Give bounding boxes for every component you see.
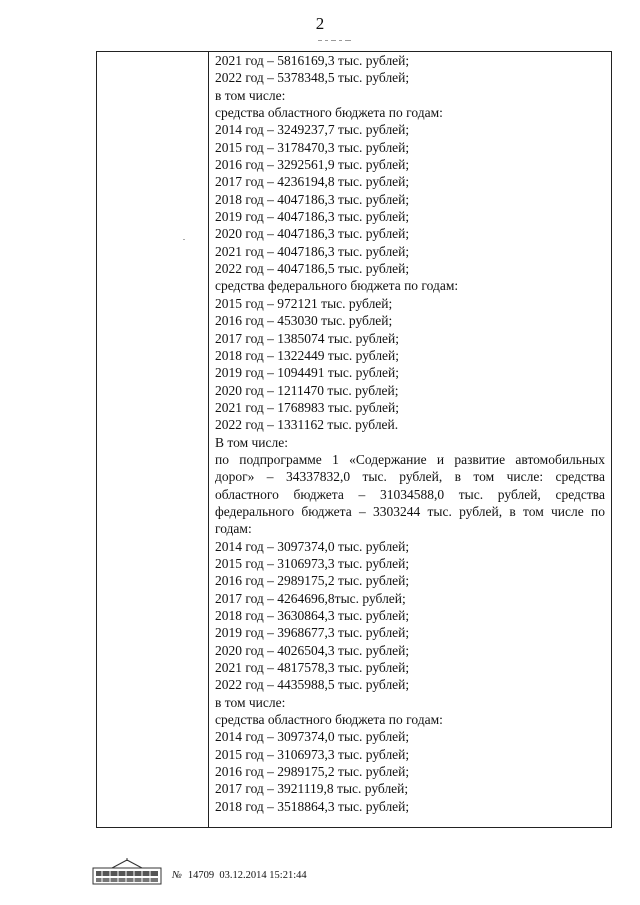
text-line: 2021 год – 4817578,3 тыс. рублей; [215, 660, 410, 676]
text-line: 2022 год – 5378348,5 тыс. рублей; [215, 70, 410, 86]
document-registration [172, 870, 307, 881]
text-line: 2015 год – 972121 тыс. рублей; [215, 295, 393, 311]
text-line: 2022 год – 4435988,5 тыс. рублей; [215, 677, 410, 693]
text-line: 2018 год – 3630864,3 тыс. рублей; [215, 608, 410, 623]
text-line: 2014 год – 3249237,7 тыс. рублей; [215, 122, 410, 138]
text-line: 2021 год – 5816169,3 тыс. рублей; [215, 53, 410, 68]
text-line: 2017 год – 3921119,8 тыс. рублей; [215, 781, 409, 797]
text-line: 2017 год – 4236194,8 тыс. рублей; [215, 174, 410, 190]
text-line: 2018 год – 1322449 тыс. рублей; [215, 347, 400, 363]
text-line: 2020 год – 4026504,3 тыс. рублей; [215, 642, 410, 658]
text-line: 2015 год – 3106973,3 тыс. рублей; [215, 555, 410, 571]
text-line: 2019 год – 3968677,3 тыс. рублей; [215, 625, 410, 641]
table-left-column [97, 52, 209, 827]
text-line: в том числе: [215, 694, 286, 710]
scan-dot [183, 239, 185, 240]
text-line: 2015 год – 3178470,3 тыс. рублей; [215, 139, 410, 155]
page-number: 2 [315, 14, 325, 33]
text-line: 2017 год – 1385074 тыс. рублей; [215, 330, 400, 346]
document-number: 14709 [187, 870, 215, 881]
text-line: 2016 год – 453030 тыс. рублей; [215, 313, 393, 329]
text-line: в том числе: [215, 87, 286, 103]
program-table [96, 51, 612, 828]
text-line: 2018 год – 4047186,3 тыс. рублей; [215, 191, 410, 207]
text-line: 2022 год – 4047186,5 тыс. рублей; [215, 261, 410, 277]
text-line: 2018 год – 3518864,3 тыс. рублей; [215, 798, 410, 814]
text-line: 2016 год – 2989175,2 тыс. рублей; [215, 764, 410, 780]
text-line: средства областного бюджета по годам: [215, 105, 443, 121]
text-line: 2015 год – 3106973,3 тыс. рублей; [215, 746, 410, 762]
text-line: 2016 год – 3292561,9 тыс. рублей; [215, 157, 410, 173]
text-line: 2022 год – 1331162 тыс. рублей. [215, 417, 399, 433]
text-line: 2016 год – 2989175,2 тыс. рублей; [215, 573, 410, 589]
funding-lines-part1 [215, 52, 605, 451]
text-line: средства областного бюджета по годам: [215, 712, 443, 728]
text-line: 2019 год – 1094491 тыс. рублей; [215, 365, 400, 381]
text-line: 2014 год – 3097374,0 тыс. рублей; [215, 729, 410, 745]
text-line: 2020 год – 4047186,3 тыс. рублей; [215, 226, 410, 242]
text-line: 2014 год – 3097374,0 тыс. рублей; [215, 538, 410, 554]
government-building-logo [92, 858, 162, 886]
table-right-column [215, 52, 605, 815]
text-line: 2021 год – 4047186,3 тыс. рублей; [215, 243, 410, 259]
document-timestamp: 03.12.2014 15:21:44 [219, 870, 307, 881]
text-line: В том числе: [215, 434, 288, 450]
text-line: 2021 год – 1768983 тыс. рублей; [215, 399, 400, 415]
text-line: 2017 год – 4264696,8тыс. рублей; [215, 590, 406, 606]
subprogram-paragraph: по подпрограмме 1 «Содержание и развитие автомобильных дорог» – 34337832,0 тыс. рублей, в том числе: средства областного бюджета – 31034588,0 тыс. рублей, средства федерального бюджета – 3303244 тыс. рублей, в том числе по годам: [215, 451, 605, 537]
number-sign: № [172, 870, 182, 881]
footer [92, 858, 512, 888]
text-line: средства федерального бюджета по годам: [215, 278, 459, 294]
text-line: 2019 год – 4047186,3 тыс. рублей; [215, 209, 410, 225]
text-line: 2020 год – 1211470 тыс. рублей; [215, 382, 399, 398]
scan-artifact [318, 40, 358, 46]
funding-lines-part2 [215, 538, 605, 816]
